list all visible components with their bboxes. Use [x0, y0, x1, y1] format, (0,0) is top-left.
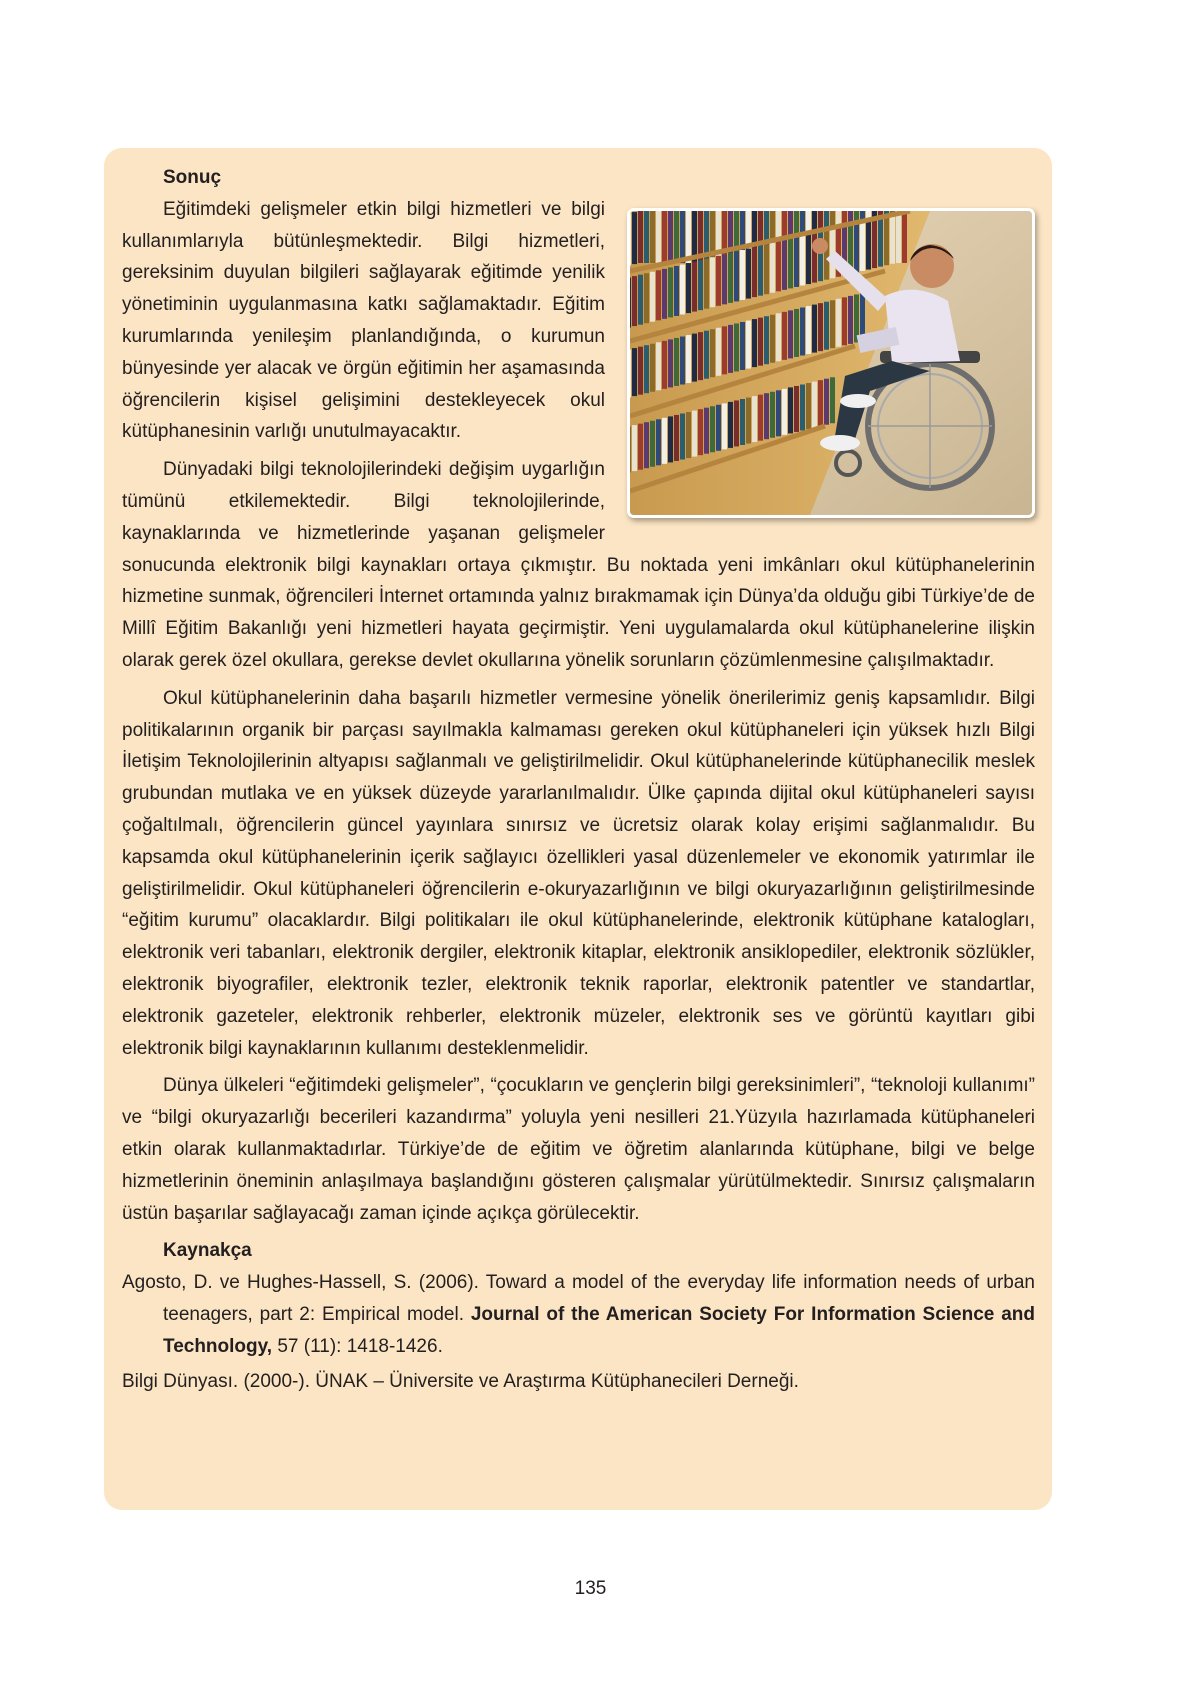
book-spine	[734, 400, 739, 446]
book-spine	[746, 397, 751, 443]
book-spine	[638, 346, 643, 394]
paragraph: Dünyadaki bilgi teknolojilerindeki değişim uygarlığın tümünü etkilemektedir. Bilgi teknolojilerinde, kaynaklarında ve hizmetlerinde yaşanan gelişmeler sonucunda elektronik bilgi kaynakları ortaya çıkmıştır. Bu noktada yeni imkânları okul kütüphanelerinin hizmetine sunmak, öğrencileri İnternet ortamında yalnız bırakmamak için Dünya’da olduğu gibi Türkiye’de de Millî Eğitim Bakanlığı yeni hizmetleri hayata geçirmiştir. Yeni uygulamalarda okul kütüphanelerine ilişkin olarak gerek özel okullara, gerekse devlet okullarına yönelik sorunların çözümlenmesine çalışılmaktadır.	[122, 459, 1035, 671]
book-spine	[656, 419, 661, 465]
book-spine	[764, 244, 769, 294]
book-spine	[770, 243, 775, 293]
book-spine	[638, 211, 643, 263]
book-spine	[680, 413, 685, 459]
book-spine	[698, 260, 703, 310]
paragraph: Okul kütüphanelerinin daha başarılı hizmetler vermesine yönelik önerilerimiz geniş kapsamlıdır. Bilgi politikalarının organik bir parçası sayılmakla kalmaması gereken okul kütüphaneleri için yüksek hızlı Bilgi İletişim Teknolojilerinin altyapısı sağlanmalı ve geliştirilmelidir. Okul kütüphanelerinde kütüphanecilik meslek grubundan mutlaka ve en yüksek düzeyde yararlanılmalıdır. Ülke çapında dijital okul kütüphaneleri sayısı çoğaltılmalı, öğrencilerin güncel yayınlara sınırsız ve ücretsiz olarak kolay erişimi sağlanmalıdır. Bu kapsamda okul kütüphanelerinin içerik sağlayıcı özellikleri yasal düzenlemeler ve ekonomik yatırımlar ile geliştirilmelidir. Okul kütüphaneleri öğrencilerin e-okuryazarlığının ve bilgi okuryazarlığının geliştirilmesinde “eğitim kurumu” olacaklardır. Bilgi politikaları ile okul kütüphanelerinde, elektronik kütüphane katalogları, elektronik veri tabanları, elektronik dergiler, elektronik kitaplar, elektronik ansiklopediler, elektronik sözlükler, elektronik biyografiler, elektronik tezler, elektronik teknik raporlar, elektronik patentler ve standartlar, elektronik gazeteler, elektronik rehberler, elektronik müzeler, elektronik ses ve görüntü kayıtları gibi elektronik bilgi kaynaklarının kullanımı desteklenmelidir.	[122, 687, 1035, 1059]
book-spine	[680, 211, 685, 263]
book-spine	[692, 261, 697, 311]
book-spine	[698, 332, 703, 380]
paragraph: Eğitimdeki gelişmeler etkin bilgi hizmetleri ve bilgi kullanımlarıyla bütünleşmektedir. Bilgi hizmetleri, gereksinim duyulan bilgileri sağlayarak eğitimde yenilik yönetiminin uygulanmasına katkı sağlamaktadır. Eğitim kurumlarında yenileşim planlandığında, o kurumun bünyesinde yer alacak ve örgün eğitimin her aşamasında öğrencilerin kişisel gelişimini destekleyecek okul kütüphanesinin varlığı unutulmayacaktır.	[122, 198, 605, 443]
book-spine	[764, 316, 769, 364]
book-spine	[794, 237, 799, 287]
book-spine	[638, 274, 643, 324]
book-spine	[752, 319, 757, 367]
book-spine	[740, 322, 745, 370]
book-spine	[740, 399, 745, 445]
book-spine	[728, 402, 733, 448]
page-number: 135	[574, 1578, 607, 1599]
book-spine	[800, 235, 805, 285]
book-spine	[902, 211, 907, 263]
references-heading: Kaynakça	[163, 1240, 252, 1262]
book-spine	[662, 211, 667, 263]
book-spine	[752, 247, 757, 297]
book-spine	[728, 325, 733, 373]
book-spine	[854, 222, 859, 272]
book-spine	[686, 263, 691, 313]
book-spine	[758, 394, 763, 440]
book-spine	[644, 345, 649, 393]
book-spine	[806, 234, 811, 284]
book-spine	[632, 212, 637, 264]
book-spine	[692, 410, 697, 456]
book-spine	[782, 312, 787, 360]
book-spine	[630, 213, 631, 265]
book-spine	[692, 333, 697, 381]
book-spine	[800, 307, 805, 355]
paragraph: Dünya ülkeleri “eğitimdeki gelişmeler”, “çocukların ve gençlerin bilgi gereksinimleri”, “teknoloji kullanımı” ve “bilgi okuryazarlığı becerileri kazandırma” yoluyla yeni nesilleri 21.Yüzyıla hazırlamada kütüphaneleri etkin olarak kullanmaktadırlar. Türkiye’de de eğitim ve öğretim alanlarında kütüphane, bilgi ve belge hizmetlerinin öneminin anlaşılmaya başlandığını gösteren çalışmalar yürütülmektedir. Sınırsız çalışmaların üstün başarılar sağlayacağı zaman içinde açıkça görülecektir.	[122, 1075, 1035, 1224]
book-spine	[872, 218, 877, 268]
reference-details: 57 (11): 1418-1426.	[272, 1335, 443, 1357]
book-spine	[824, 301, 829, 349]
reference-journal: Journal of the American Society For Information Science and Technology,	[163, 1303, 1036, 1357]
book-spine	[824, 229, 829, 279]
book-spine	[686, 211, 691, 263]
book-spine	[794, 309, 799, 357]
book-spine	[782, 389, 787, 435]
book-spine	[788, 310, 793, 358]
book-spine	[668, 416, 673, 462]
book-spine	[662, 418, 667, 464]
book-spine	[662, 341, 667, 389]
book-spine	[668, 211, 673, 263]
page-content	[122, 162, 1035, 1402]
book-spine	[722, 326, 727, 374]
book-spine	[710, 406, 715, 452]
book-spine	[716, 405, 721, 451]
book-spine	[776, 241, 781, 291]
book-spine	[710, 329, 715, 377]
book-spine	[806, 383, 811, 429]
book-spine	[758, 245, 763, 295]
book-spine	[740, 250, 745, 300]
book-spine	[824, 378, 829, 424]
book-spine	[698, 409, 703, 455]
book-spine	[770, 392, 775, 438]
reference-entry	[122, 1366, 1035, 1398]
book-spine	[734, 251, 739, 301]
book-spine	[644, 211, 649, 263]
book-spine	[896, 211, 901, 263]
book-spine	[656, 211, 661, 263]
reference-entry	[122, 1267, 1035, 1362]
book-spine	[630, 426, 631, 472]
book-spine	[668, 267, 673, 317]
book-spine	[818, 380, 823, 426]
book-spine	[686, 412, 691, 458]
book-spine	[680, 336, 685, 384]
book-spine	[734, 323, 739, 371]
book-spine	[674, 266, 679, 316]
book-spine	[630, 277, 631, 327]
book-spine	[650, 344, 655, 392]
book-spine	[674, 415, 679, 461]
book-spine	[656, 342, 661, 390]
book-spine	[716, 256, 721, 306]
book-spine	[680, 264, 685, 314]
book-spine	[776, 313, 781, 361]
book-spine	[758, 317, 763, 365]
book-spine	[710, 257, 715, 307]
book-spine	[722, 403, 727, 449]
book-spine	[716, 328, 721, 376]
book-spine	[644, 422, 649, 468]
reference-text: Agosto, D. ve Hughes-Hassell, S. (2006). Toward a model of the everyday life information needs of urban teenagers, part 2: Empirical model.	[122, 1272, 1035, 1325]
book-spine	[722, 254, 727, 304]
book-spine	[632, 425, 637, 471]
book-spine	[830, 377, 835, 423]
library-student-photo	[627, 208, 1035, 518]
book-spine	[746, 320, 751, 368]
book-spine	[866, 219, 871, 269]
book-spine	[818, 303, 823, 351]
book-spine	[812, 304, 817, 352]
book-spine	[644, 273, 649, 323]
book-spine	[812, 381, 817, 427]
book-spine	[716, 211, 721, 263]
book-spine	[842, 297, 847, 345]
book-spine	[782, 240, 787, 290]
book-spine	[752, 396, 757, 442]
book-spine	[650, 272, 655, 322]
book-spine	[704, 330, 709, 378]
book-spine	[656, 270, 661, 320]
book-spine	[650, 421, 655, 467]
book-spine	[728, 253, 733, 303]
book-spine	[800, 384, 805, 430]
book-spine	[890, 214, 895, 264]
book-spine	[630, 349, 631, 397]
book-spine	[638, 423, 643, 469]
book-spine	[884, 215, 889, 265]
book-spine	[662, 269, 667, 319]
book-spine	[704, 407, 709, 453]
book-spine	[632, 276, 637, 326]
book-spine	[632, 348, 637, 396]
book-spine	[788, 238, 793, 288]
book-spine	[830, 300, 835, 348]
book-spine	[704, 258, 709, 308]
section-heading: Sonuç	[163, 167, 222, 188]
book-spine	[776, 390, 781, 436]
book-spine	[848, 296, 853, 344]
book-spine	[746, 248, 751, 298]
book-spine	[668, 339, 673, 387]
book-spine	[764, 393, 769, 439]
book-spine	[650, 211, 655, 263]
book-spine	[794, 386, 799, 432]
reference-text: Bilgi Dünyası. (2000-). ÜNAK – Üniversite ve Araştırma Kütüphanecileri Derneği.	[122, 1371, 799, 1393]
book-spine	[674, 338, 679, 386]
book-spine	[686, 335, 691, 383]
book-spine	[770, 315, 775, 363]
book-spine	[806, 306, 811, 354]
book-spine	[788, 387, 793, 433]
book-spine	[674, 211, 679, 263]
book-spine	[878, 216, 883, 266]
book-spine	[836, 299, 841, 347]
book-spine	[860, 221, 865, 271]
